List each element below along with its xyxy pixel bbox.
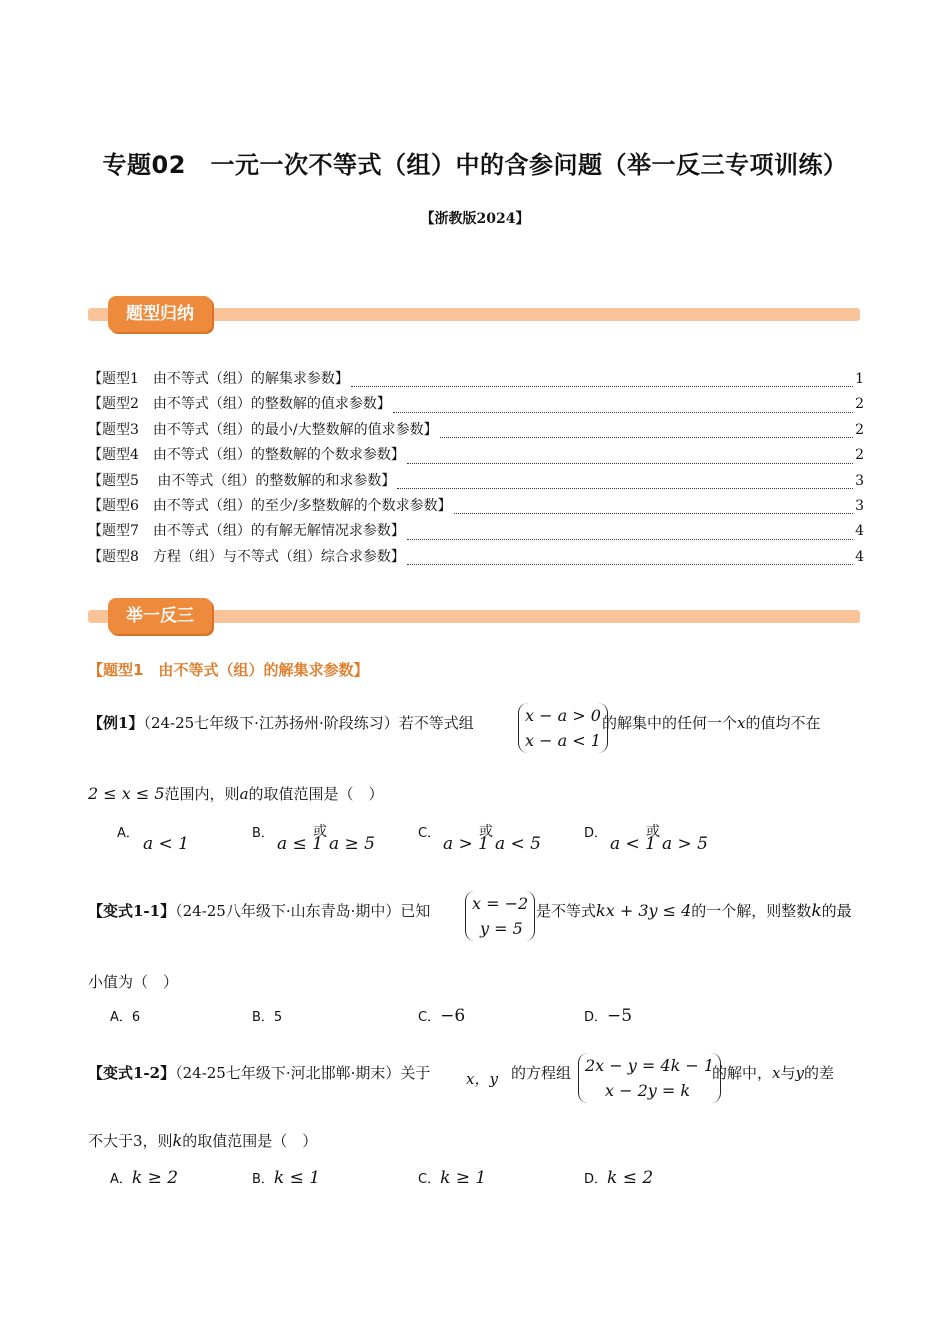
toc-leader bbox=[440, 436, 853, 438]
variant-1-1-line-1 bbox=[88, 900, 430, 921]
toc-item[interactable] bbox=[88, 495, 864, 520]
math-var: a bbox=[239, 785, 249, 803]
example-text: 的解集中的任何一个 bbox=[602, 714, 738, 732]
option-a[interactable] bbox=[110, 1168, 178, 1188]
option-a[interactable] bbox=[117, 822, 139, 841]
option-letter: A． bbox=[110, 1172, 132, 1187]
toc-item[interactable] bbox=[88, 393, 864, 418]
math-var: x bbox=[737, 714, 746, 732]
option-b-math-2: a ≥ 5 bbox=[329, 834, 376, 854]
option-math: k ≤ 2 bbox=[607, 1168, 654, 1188]
system-row: x = −2 bbox=[472, 894, 529, 913]
toc-page: 3 bbox=[855, 497, 864, 514]
section-banner-summary bbox=[88, 296, 860, 336]
option-c-math-2: a < 5 bbox=[495, 834, 542, 854]
banner-tag: 题型归纳 bbox=[108, 296, 212, 332]
toc-page: 2 bbox=[855, 421, 864, 438]
option-math: k ≥ 2 bbox=[131, 1168, 179, 1188]
option-value: −6 bbox=[440, 1006, 466, 1026]
equation-system bbox=[578, 1053, 721, 1103]
toc-item[interactable] bbox=[88, 546, 864, 571]
option-d-math-2: a > 5 bbox=[662, 834, 709, 854]
variant-text: 不大于3，则 bbox=[88, 1132, 173, 1150]
math-var: x bbox=[772, 1064, 781, 1082]
toc-leader bbox=[407, 538, 853, 540]
variant-1-2-line-1b bbox=[712, 1062, 834, 1083]
variant-tag: 【变式1-2】 bbox=[88, 1064, 176, 1082]
option-letter: A． bbox=[110, 1010, 132, 1025]
option-b[interactable] bbox=[252, 822, 274, 841]
variant-1-2-line-2 bbox=[88, 1130, 317, 1151]
system-row: x − a > 0 bbox=[525, 706, 601, 725]
option-letter: A． bbox=[117, 826, 139, 841]
option-letter: D． bbox=[584, 1172, 608, 1187]
inequality-system bbox=[518, 703, 608, 753]
toc-item[interactable] bbox=[88, 520, 864, 545]
toc-item[interactable] bbox=[88, 419, 864, 444]
system-row: x − a < 1 bbox=[525, 731, 601, 750]
variant-source: （24-25七年级下·河北邯郸·期末）关于 bbox=[175, 1064, 431, 1082]
document-title: 专题02 一元一次不等式（组）中的含参问题（举一反三专项训练） bbox=[102, 151, 848, 179]
variant-source: （24-25八年级下·山东青岛·期中）已知 bbox=[175, 902, 431, 920]
toc-label: 【题型5 由不等式（组）的整数解的和求参数】 bbox=[88, 472, 396, 489]
option-letter: D． bbox=[584, 826, 608, 841]
solution-system bbox=[465, 891, 535, 941]
toc-leader bbox=[454, 512, 853, 514]
variant-text: 的取值范围是（ ） bbox=[182, 1132, 318, 1150]
math-var: k bbox=[172, 1131, 183, 1150]
toc-item[interactable] bbox=[88, 444, 864, 469]
option-d[interactable] bbox=[584, 1006, 632, 1026]
variant-1-1-line-2: 小值为（ ） bbox=[88, 973, 179, 991]
system-row: x − 2y = k bbox=[605, 1081, 691, 1100]
banner-tag: 举一反三 bbox=[108, 598, 212, 634]
variant-1-2-line-1 bbox=[88, 1062, 430, 1083]
option-or: 或 bbox=[479, 824, 493, 840]
option-value: −5 bbox=[607, 1006, 633, 1026]
option-b-math: a ≤ 1 bbox=[277, 834, 324, 854]
toc-label: 【题型6 由不等式（组）的至少/多整数解的个数求参数】 bbox=[88, 497, 452, 514]
toc-label: 【题型1 由不等式（组）的解集求参数】 bbox=[88, 371, 349, 387]
math-range: 2 ≤ x ≤ 5 bbox=[88, 784, 165, 803]
math-inequality: kx + 3y ≤ 4 bbox=[596, 901, 692, 920]
variant-text: 是不等式 bbox=[536, 902, 597, 920]
example-text: 范围内，则 bbox=[164, 785, 240, 803]
option-d[interactable] bbox=[584, 822, 607, 841]
section-banner-practice bbox=[88, 598, 860, 638]
option-c[interactable] bbox=[418, 1168, 486, 1188]
option-letter: C． bbox=[418, 1172, 441, 1187]
example-1-line-2 bbox=[88, 783, 384, 804]
variant-tag: 【变式1-1】 bbox=[88, 902, 176, 920]
edition-label: 【浙教版2024】 bbox=[420, 211, 530, 227]
option-value: 5 bbox=[273, 1010, 283, 1025]
variant-text: 的一个解，则整数 bbox=[691, 902, 812, 920]
option-b[interactable] bbox=[252, 1006, 282, 1025]
variant-text: 的差 bbox=[803, 1064, 834, 1082]
variant-text: 的最 bbox=[821, 902, 852, 920]
option-math: k ≥ 1 bbox=[440, 1168, 487, 1188]
option-c[interactable] bbox=[418, 1006, 465, 1026]
option-a-math: a < 1 bbox=[143, 834, 190, 854]
example-tag: 【例1】 bbox=[88, 714, 144, 732]
toc-leader bbox=[397, 487, 853, 489]
toc-leader bbox=[407, 462, 853, 464]
toc-leader bbox=[351, 385, 853, 387]
example-text: 的取值范围是（ ） bbox=[248, 785, 384, 803]
option-letter: C． bbox=[418, 1010, 441, 1025]
math-vars: x，y bbox=[466, 1070, 498, 1088]
option-letter: B． bbox=[252, 1010, 274, 1025]
option-letter: D． bbox=[584, 1010, 608, 1025]
toc-page: 4 bbox=[855, 523, 864, 540]
toc-label: 【题型3 由不等式（组）的最小/大整数解的值求参数】 bbox=[88, 421, 438, 438]
toc-item[interactable] bbox=[88, 368, 864, 393]
toc-label: 【题型2 由不等式（组）的整数解的值求参数】 bbox=[88, 396, 391, 413]
variant-text: 的解中， bbox=[712, 1064, 773, 1082]
option-b[interactable] bbox=[252, 1168, 320, 1188]
option-d[interactable] bbox=[584, 1168, 653, 1188]
toc-label: 【题型8 方程（组）与不等式（组）综合求参数】 bbox=[88, 548, 405, 565]
option-a[interactable] bbox=[110, 1006, 140, 1025]
variant-text: 的方程组 bbox=[511, 1064, 572, 1082]
toc-label: 【题型4 由不等式（组）的整数解的个数求参数】 bbox=[88, 447, 405, 464]
system-row: y = 5 bbox=[480, 919, 523, 938]
toc-page: 2 bbox=[855, 447, 864, 464]
option-value: 6 bbox=[131, 1010, 141, 1025]
example-text: 的值均不在 bbox=[745, 714, 821, 732]
toc-leader bbox=[407, 563, 853, 565]
option-letter: B． bbox=[252, 826, 274, 841]
math-var: k bbox=[811, 901, 822, 921]
option-letter: B． bbox=[252, 1172, 274, 1187]
option-letter: C． bbox=[418, 826, 441, 841]
option-d-math: a < 1 bbox=[610, 834, 657, 854]
math-var: y bbox=[795, 1064, 804, 1082]
topic-heading: 【题型1 由不等式（组）的解集求参数】 bbox=[88, 661, 369, 679]
toc-page: 1 bbox=[855, 371, 864, 387]
option-c-math: a > 1 bbox=[443, 834, 490, 854]
variant-text: 与 bbox=[780, 1064, 796, 1082]
option-or: 或 bbox=[313, 824, 327, 840]
toc-page: 2 bbox=[855, 396, 864, 413]
option-or: 或 bbox=[646, 824, 660, 840]
system-row: 2x − y = 4k − 1 bbox=[585, 1056, 715, 1075]
toc-label: 【题型7 由不等式（组）的有解无解情况求参数】 bbox=[88, 523, 405, 540]
toc-leader bbox=[393, 411, 853, 413]
table-of-contents bbox=[88, 368, 864, 571]
variant-1-1-line-1b bbox=[536, 900, 852, 921]
example-source: （24-25七年级下·江苏扬州·阶段练习）若不等式组 bbox=[143, 714, 474, 732]
toc-item[interactable] bbox=[88, 470, 864, 495]
toc-page: 3 bbox=[855, 472, 864, 489]
example-1-line-1 bbox=[88, 712, 474, 733]
option-math: k ≤ 1 bbox=[273, 1168, 321, 1188]
toc-page: 4 bbox=[855, 548, 864, 565]
example-1-line-1b bbox=[602, 712, 821, 733]
option-c[interactable] bbox=[418, 822, 440, 841]
